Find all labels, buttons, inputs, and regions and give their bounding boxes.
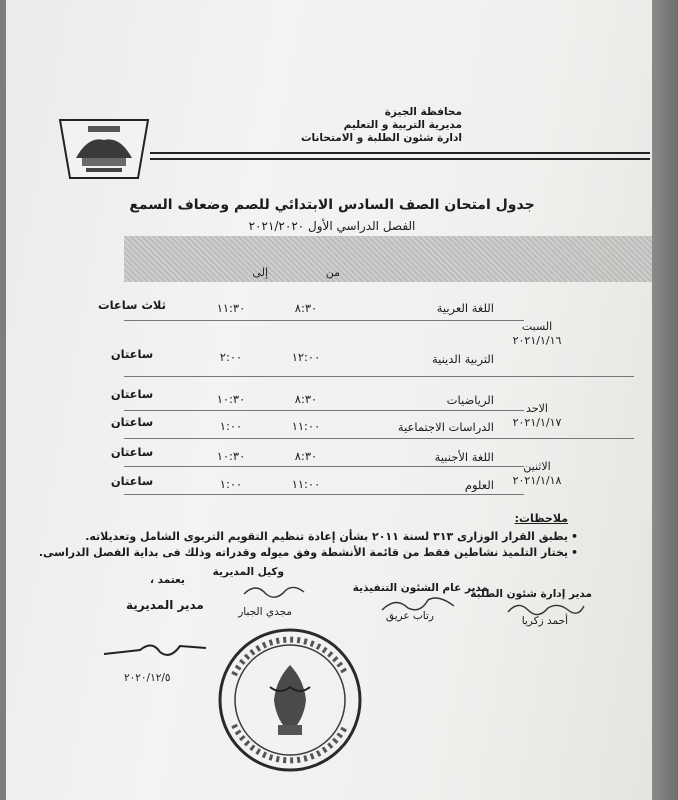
day-cell-monday <box>492 460 582 488</box>
director-signature-icon <box>100 636 210 662</box>
table-row-to: ١:٠٠ <box>219 477 243 491</box>
day-name: الاحد <box>526 402 548 415</box>
directorate-name: مديرية التربية و التعليم <box>343 119 462 131</box>
table-row-to: ٢:٠٠ <box>219 350 243 364</box>
approval-date: ٢٠٢٠/١٢/٥ <box>124 672 171 684</box>
day-name: الاثنين <box>523 460 551 473</box>
column-header-to: إلى <box>252 266 268 279</box>
day-cell-saturday <box>492 320 582 348</box>
table-row-from: ٨:٣٠ <box>294 301 318 315</box>
document-title: جدول امتحان الصف السادس الابتدائي للصم وضعاف السمع <box>129 197 535 213</box>
notes-title: ملاحظات: <box>514 512 568 525</box>
table-row-duration: ثلاث ساعات <box>98 298 166 312</box>
approve-label: يعتمد ، <box>150 574 185 586</box>
governorate-name: محافظة الجيزة <box>384 106 462 118</box>
official-seal-icon <box>214 625 366 775</box>
deputy-title: وكيل المديرية <box>212 566 284 578</box>
note-item: • يختار التلميذ نشاطين فقط من قائمة الأنشطة وفق ميوله وقدراته وذلك فى بداية الفصل الدراسى. <box>39 546 568 559</box>
note-item: • يطبق القرار الوزارى ٣١٣ لسنة ٢٠١١ بشأن إعادة تنظيم التقويم التربوى الشامل وتعديلاته. <box>85 530 568 543</box>
table-row-duration: ساعتان <box>110 445 154 459</box>
row-divider <box>124 466 524 467</box>
table-row-subject: التربية الدينية <box>431 352 494 366</box>
table-row-subject: الرياضيات <box>446 393 494 407</box>
header-rule-bottom <box>150 158 650 160</box>
deputy-name: مجدي الجبار <box>238 606 292 618</box>
header-rule-top <box>150 152 650 154</box>
row-divider <box>124 494 524 495</box>
table-row-to: ١١:٣٠ <box>216 301 246 315</box>
table-row-from: ١١:٠٠ <box>291 419 321 433</box>
day-cell-sunday <box>492 402 582 430</box>
department-name: ادارة شئون الطلبة و الامتحانات <box>301 132 462 144</box>
table-row-from: ٨:٣٠ <box>294 392 318 406</box>
column-header-from: من <box>325 266 340 279</box>
table-row-to: ١٠:٣٠ <box>216 449 246 463</box>
table-row-duration: ساعتان <box>110 474 154 488</box>
day-date: ٢٠٢١/١/١٦ <box>512 334 562 347</box>
day-divider <box>524 376 634 377</box>
table-row-subject: اللغة العربية <box>436 301 494 315</box>
page-edge-shadow <box>652 0 678 800</box>
table-row-subject: العلوم <box>464 478 494 492</box>
table-row-from: ١٢:٠٠ <box>291 350 321 364</box>
day-name: السبت <box>521 320 553 333</box>
table-row-subject: الدراسات الاجتماعية <box>397 420 494 434</box>
general-manager-title: مدير عام الشئون التنفيذية <box>352 582 488 594</box>
directorate-logo-icon <box>58 118 150 180</box>
document-page <box>6 0 652 800</box>
table-row-duration: ساعتان <box>110 387 154 401</box>
table-row-from: ٨:٣٠ <box>294 449 318 463</box>
table-row-from: ١١:٠٠ <box>291 477 321 491</box>
general-manager-name: رتاب عريق <box>385 610 434 622</box>
day-date: ٢٠٢١/١/١٧ <box>512 416 562 429</box>
row-divider <box>124 438 524 439</box>
table-row-subject: اللغة الأجنبية <box>434 450 494 464</box>
row-divider <box>124 410 524 411</box>
table-row-duration: ساعتان <box>110 347 154 361</box>
table-header-band <box>124 236 654 282</box>
director-title: مدير المديرية <box>126 598 204 612</box>
table-row-duration: ساعتان <box>110 415 154 429</box>
day-divider <box>524 438 634 439</box>
table-row-to: ١:٠٠ <box>219 419 243 433</box>
row-divider <box>124 376 524 377</box>
table-row-to: ١٠:٣٠ <box>216 392 246 406</box>
organization-header <box>301 106 462 145</box>
row-divider <box>124 320 524 321</box>
signature-scribble-icon <box>242 582 306 602</box>
affairs-manager-name: أحمد زكريا <box>521 615 568 627</box>
affairs-manager-title: مدير إدارة شئون الطلبة <box>470 588 592 600</box>
day-date: ٢٠٢١/١/١٨ <box>512 474 562 487</box>
term-label: الفصل الدراسي الأول ٢٠٢١/٢٠٢٠ <box>248 219 416 233</box>
